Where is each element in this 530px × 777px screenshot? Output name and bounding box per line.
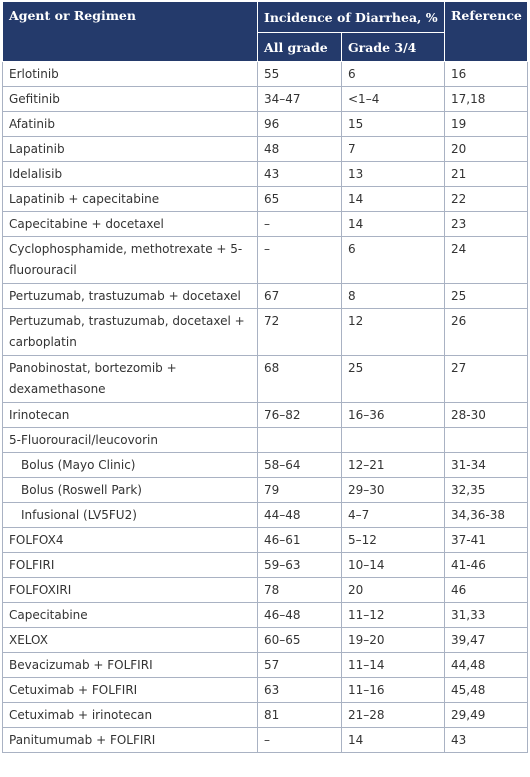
header-all-grade: All grade [258, 33, 342, 62]
cell-all-grade: 72 [258, 309, 342, 356]
cell-grade34 [342, 428, 445, 453]
cell-grade34: 11–16 [342, 678, 445, 703]
cell-reference: 31,33 [445, 603, 528, 628]
table-row [3, 478, 528, 503]
cell-grade34: 15 [342, 112, 445, 137]
cell-reference: 22 [445, 187, 528, 212]
cell-grade34: 8 [342, 284, 445, 309]
header-reference: Reference [445, 2, 528, 62]
cell-grade34: 21–28 [342, 703, 445, 728]
cell-all-grade: 68 [258, 356, 342, 403]
cell-reference: 20 [445, 137, 528, 162]
cell-agent: Infusional (LV5FU2) [3, 503, 258, 528]
cell-all-grade: – [258, 237, 342, 284]
cell-agent: Irinotecan [3, 403, 258, 428]
table-row [3, 112, 528, 137]
cell-reference: 25 [445, 284, 528, 309]
cell-grade34: 14 [342, 187, 445, 212]
table-row [3, 678, 528, 703]
cell-reference: 46 [445, 578, 528, 603]
cell-all-grade: 57 [258, 653, 342, 678]
table-row [3, 728, 528, 753]
cell-reference: 16 [445, 62, 528, 87]
table-row [3, 503, 528, 528]
cell-all-grade: 78 [258, 578, 342, 603]
cell-grade34: 29–30 [342, 478, 445, 503]
cell-all-grade: 81 [258, 703, 342, 728]
cell-agent: Lapatinib [3, 137, 258, 162]
cell-reference: 44,48 [445, 653, 528, 678]
cell-grade34: 7 [342, 137, 445, 162]
cell-all-grade: 48 [258, 137, 342, 162]
cell-grade34: 14 [342, 212, 445, 237]
table-row-group-heading [3, 428, 528, 453]
table-row [3, 187, 528, 212]
cell-all-grade: 43 [258, 162, 342, 187]
table-row [3, 703, 528, 728]
cell-grade34: 4–7 [342, 503, 445, 528]
cell-grade34: 12 [342, 309, 445, 356]
table-row [3, 628, 528, 653]
table-row [3, 309, 528, 356]
cell-agent: Bolus (Roswell Park) [3, 478, 258, 503]
cell-grade34: 16–36 [342, 403, 445, 428]
cell-reference: 29,49 [445, 703, 528, 728]
cell-grade34: 5–12 [342, 528, 445, 553]
cell-all-grade: 63 [258, 678, 342, 703]
table-row [3, 603, 528, 628]
cell-reference: 32,35 [445, 478, 528, 503]
table-row [3, 403, 528, 428]
cell-agent: FOLFIRI [3, 553, 258, 578]
cell-all-grade: 46–48 [258, 603, 342, 628]
cell-agent: Cyclophosphamide, methotrexate + 5-fluorouracil [3, 237, 258, 284]
table-row [3, 237, 528, 284]
cell-agent: XELOX [3, 628, 258, 653]
cell-grade34: 11–12 [342, 603, 445, 628]
cell-grade34: 13 [342, 162, 445, 187]
table-row [3, 578, 528, 603]
cell-agent: Bevacizumab + FOLFIRI [3, 653, 258, 678]
cell-reference: 37-41 [445, 528, 528, 553]
cell-all-grade: 34–47 [258, 87, 342, 112]
cell-agent: Cetuximab + irinotecan [3, 703, 258, 728]
cell-reference: 43 [445, 728, 528, 753]
cell-all-grade: – [258, 728, 342, 753]
cell-reference: 21 [445, 162, 528, 187]
cell-agent: Capecitabine + docetaxel [3, 212, 258, 237]
table-row [3, 62, 528, 87]
cell-reference: 24 [445, 237, 528, 284]
diarrhea-incidence-table-container [2, 2, 527, 753]
cell-agent: Idelalisib [3, 162, 258, 187]
table-row [3, 653, 528, 678]
cell-reference: 39,47 [445, 628, 528, 653]
table-row [3, 553, 528, 578]
table-body [3, 62, 528, 753]
cell-all-grade: 79 [258, 478, 342, 503]
table-row [3, 284, 528, 309]
cell-all-grade: 96 [258, 112, 342, 137]
cell-grade34: 19–20 [342, 628, 445, 653]
cell-all-grade: 67 [258, 284, 342, 309]
cell-all-grade: 55 [258, 62, 342, 87]
cell-agent: FOLFOXIRI [3, 578, 258, 603]
cell-grade34: <1–4 [342, 87, 445, 112]
cell-agent: Capecitabine [3, 603, 258, 628]
cell-grade34: 6 [342, 237, 445, 284]
cell-reference: 45,48 [445, 678, 528, 703]
cell-reference: 17,18 [445, 87, 528, 112]
cell-reference: 27 [445, 356, 528, 403]
cell-all-grade: – [258, 212, 342, 237]
cell-reference: 31-34 [445, 453, 528, 478]
cell-grade34: 20 [342, 578, 445, 603]
cell-all-grade: 76–82 [258, 403, 342, 428]
cell-agent: Lapatinib + capecitabine [3, 187, 258, 212]
cell-agent: Pertuzumab, trastuzumab + docetaxel [3, 284, 258, 309]
cell-agent: Bolus (Mayo Clinic) [3, 453, 258, 478]
cell-agent: Cetuximab + FOLFIRI [3, 678, 258, 703]
diarrhea-incidence-table [2, 2, 528, 753]
cell-reference: 26 [445, 309, 528, 356]
table-header [3, 2, 528, 62]
cell-agent: Erlotinib [3, 62, 258, 87]
cell-grade34: 11–14 [342, 653, 445, 678]
cell-agent: Afatinib [3, 112, 258, 137]
table-row [3, 162, 528, 187]
cell-all-grade: 65 [258, 187, 342, 212]
table-row [3, 453, 528, 478]
cell-agent: Pertuzumab, trastuzumab, docetaxel + carboplatin [3, 309, 258, 356]
cell-reference: 34,36-38 [445, 503, 528, 528]
cell-reference [445, 428, 528, 453]
table-row [3, 212, 528, 237]
cell-all-grade: 59–63 [258, 553, 342, 578]
cell-grade34: 10–14 [342, 553, 445, 578]
cell-reference: 19 [445, 112, 528, 137]
cell-all-grade [258, 428, 342, 453]
cell-all-grade: 46–61 [258, 528, 342, 553]
cell-reference: 28-30 [445, 403, 528, 428]
cell-grade34: 14 [342, 728, 445, 753]
cell-reference: 23 [445, 212, 528, 237]
cell-grade34: 25 [342, 356, 445, 403]
cell-all-grade: 44–48 [258, 503, 342, 528]
cell-reference: 41-46 [445, 553, 528, 578]
table-row [3, 528, 528, 553]
cell-all-grade: 60–65 [258, 628, 342, 653]
cell-agent: Gefitinib [3, 87, 258, 112]
cell-agent: 5-Fluorouracil/leucovorin [3, 428, 258, 453]
cell-agent: Panitumumab + FOLFIRI [3, 728, 258, 753]
cell-all-grade: 58–64 [258, 453, 342, 478]
cell-agent: Panobinostat, bortezomib + dexamethasone [3, 356, 258, 403]
table-row [3, 137, 528, 162]
cell-grade34: 12–21 [342, 453, 445, 478]
cell-grade34: 6 [342, 62, 445, 87]
header-agent: Agent or Regimen [3, 2, 258, 62]
table-row [3, 356, 528, 403]
header-grade34: Grade 3/4 [342, 33, 445, 62]
cell-agent: FOLFOX4 [3, 528, 258, 553]
table-row [3, 87, 528, 112]
header-incidence: Incidence of Diarrhea, % [258, 2, 445, 33]
